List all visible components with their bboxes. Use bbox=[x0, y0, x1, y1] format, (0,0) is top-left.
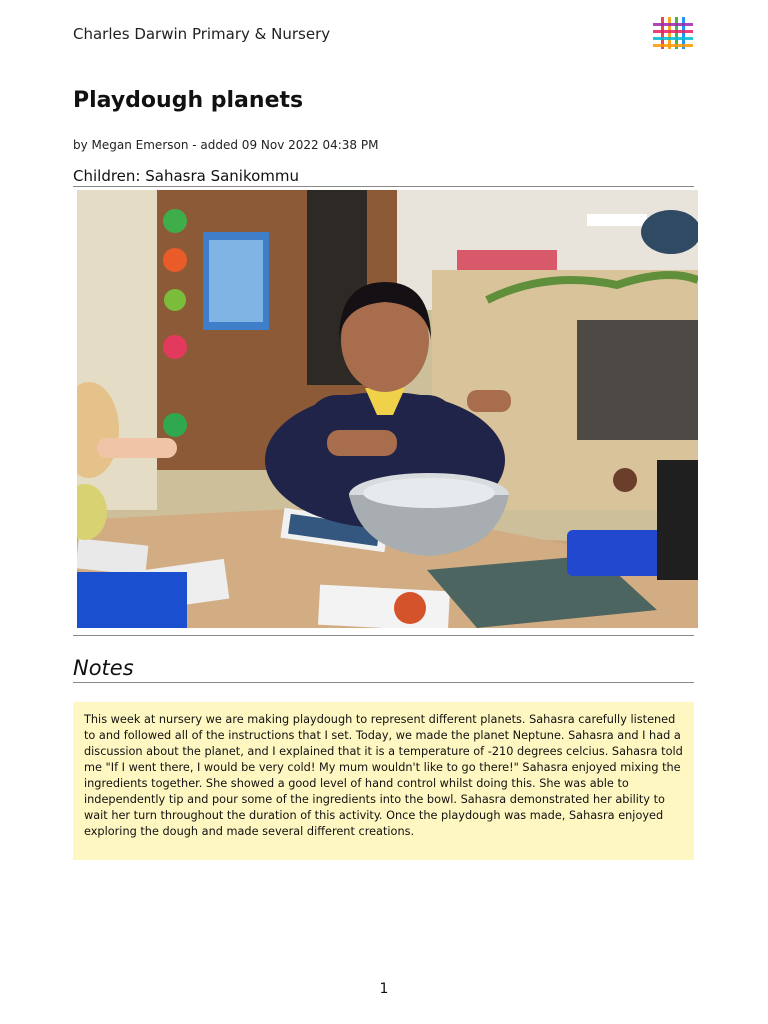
school-name: Charles Darwin Primary & Nursery bbox=[73, 25, 331, 43]
author-byline: by Megan Emerson - added 09 Nov 2022 04:38 PM bbox=[73, 138, 379, 152]
children-label: Children: Sahasra Sanikommu bbox=[73, 167, 300, 185]
hash-grid-logo-icon bbox=[653, 17, 693, 49]
page-number: 1 bbox=[379, 981, 389, 997]
activity-photo bbox=[77, 190, 698, 628]
notes-divider bbox=[73, 682, 694, 683]
observation-title: Playdough planets bbox=[73, 88, 304, 113]
notes-heading: Notes bbox=[73, 656, 134, 680]
notes-text: This week at nursery we are making playdough to represent different planets. Sahasra carefully listened to and followed all of the instructions that I set. Today, we made the planet Neptune. Sahasra and I had a discussion about the planet, and I explained that it is a temperature of -210 degrees celcius. Sahasra told me "If I went there, I would be very cold! My mum wouldn't like to go there!" Sahasra enjoyed mixing the ingredients together. She showed a good level of hand control whilst doing this. She was able to independently tip and pour some of the ingredients into the bowl. Sahasra demonstrated her ability to wait her turn throughout the duration of this activity. Once the playdough was made, Sahasra enjoyed exploring the dough and made several different creations. bbox=[73, 702, 694, 860]
photo-divider bbox=[73, 635, 694, 636]
section-divider bbox=[73, 186, 694, 187]
